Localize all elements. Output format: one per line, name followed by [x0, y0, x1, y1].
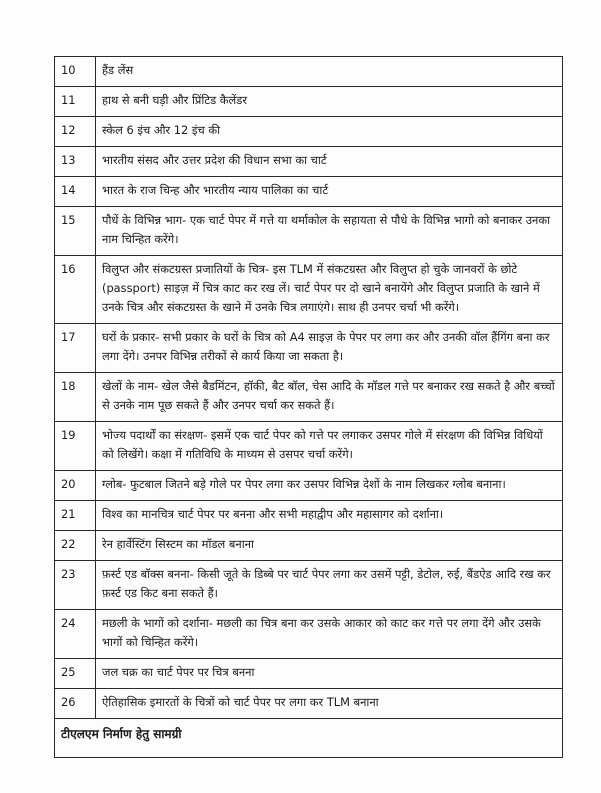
row-text: हैंड लेंस: [96, 57, 563, 87]
table-row: [55, 501, 563, 531]
row-number: 19: [55, 422, 96, 471]
row-number: 14: [55, 177, 96, 207]
table-row: [55, 471, 563, 501]
row-number: 20: [55, 471, 96, 501]
row-text: खेलों के नाम- खेल जैसे बैडमिंटन, हॉकी, बैट बॉल, चेस आदि के मॉडल गत्ते पर बनाकर रख सकते है और बच्चों से उनके नाम पूछ सकते हैं और उनपर चर्चा कर सकते हैं।: [96, 373, 563, 422]
table-row: [55, 659, 563, 689]
table-row: [55, 117, 563, 147]
row-text: हाथ से बनी घड़ी और प्रिंटिड कैलेंडर: [96, 87, 563, 117]
row-number: 13: [55, 147, 96, 177]
table-row: [55, 531, 563, 561]
section-heading: टीएलएम निर्माण हेतु सामग्री: [55, 719, 563, 758]
row-number: 26: [55, 689, 96, 719]
table-row: [55, 689, 563, 719]
row-number: 21: [55, 501, 96, 531]
table-row: [55, 177, 563, 207]
row-text: विश्व का मानचित्र चार्ट पेपर पर बनना और सभी महाद्वीप और महासागर को दर्शाना।: [96, 501, 563, 531]
table-footer-row: [55, 719, 563, 758]
row-text: भोज्य पदार्थों का संरक्षण- इसमें एक चार्ट पेपर को गत्ते पर लगाकर उसपर गोले में संरक्षण की विभिन्न विधियों को लिखेंगे। कक्षा में गतिविधि के माध्यम से उसपर चर्चा करेंगे।: [96, 422, 563, 471]
row-number: 22: [55, 531, 96, 561]
row-number: 24: [55, 610, 96, 659]
row-number: 25: [55, 659, 96, 689]
table-row: [55, 57, 563, 87]
row-text: ऐतिहासिक इमारतों के चित्रों को चार्ट पेपर पर लगा कर TLM बनाना: [96, 689, 563, 719]
row-text: भारतीय संसद और उत्तर प्रदेश की विधान सभा का चार्ट: [96, 147, 563, 177]
row-text: जल चक्र का चार्ट पेपर पर चित्र बनना: [96, 659, 563, 689]
row-number: 10: [55, 57, 96, 87]
row-text: घरों के प्रकार- सभी प्रकार के घरों के चित्र को A4 साइज़ के पेपर पर लगा कर और उनकी वॉल हैंगिंग बना कर लगा देंगे। उनपर विभिन्न तरीकों से कार्य किया जा सकता है।: [96, 324, 563, 373]
row-number: 12: [55, 117, 96, 147]
row-number: 16: [55, 256, 96, 324]
row-text: ग्लोब- फुटबाल जितने बड़े गोले पर पेपर लगा कर उसपर विभिन्न देशों के नाम लिखकर ग्लोब बनाना।: [96, 471, 563, 501]
row-number: 17: [55, 324, 96, 373]
table-row: [55, 561, 563, 610]
row-number: 11: [55, 87, 96, 117]
row-number: 23: [55, 561, 96, 610]
row-number: 18: [55, 373, 96, 422]
table-row: [55, 207, 563, 256]
row-text: रेन हार्वेस्टिंग सिस्टम का मॉडल बनाना: [96, 531, 563, 561]
tlm-table: [54, 56, 563, 758]
row-text: स्केल 6 इंच और 12 इंच की: [96, 117, 563, 147]
row-text: विलुप्त और संकटग्रस्त प्रजातियों के चित्र- इस TLM में संकटग्रस्त और विलुप्त हो चुके जानवरों के छोटे (passport) साइज़ में चित्र काट कर रख लें। चार्ट पेपर पर दो खाने बनायेंगे और विलुप्त प्रजाति के खाने में उनके चित्र और संकटग्रस्त के खाने में उनके चित्र लगाएंगे। साथ ही उनपर चर्चा भी करेंगे।: [96, 256, 563, 324]
table-row: [55, 256, 563, 324]
row-text: पौधें के विभिन्न भाग- एक चार्ट पेपर में गत्ते या थर्माकोल के सहायता से पौधे के विभिन्न भागो को बनाकर उनका नाम चिन्हित करेंगे।: [96, 207, 563, 256]
table-row: [55, 373, 563, 422]
table-row: [55, 324, 563, 373]
table-row: [55, 422, 563, 471]
row-text: फ़र्स्ट एड बॉक्स बनना- किसी जूते के डिब्बे पर चार्ट पेपर लगा कर उसमें पट्टी, डेटोल, रुई, बैंडऐड आदि रख कर फ़र्स्ट एड किट बना सकते हैं।: [96, 561, 563, 610]
row-text: मछली के भागों को दर्शाना- मछली का चित्र बना कर उसके आकार को काट कर गत्ते पर लगा देंगे और उसके भागों को चिन्हित करेंगे।: [96, 610, 563, 659]
table-row: [55, 610, 563, 659]
row-number: 15: [55, 207, 96, 256]
row-text: भारत के राज चिन्ह और भारतीय न्याय पालिका का चार्ट: [96, 177, 563, 207]
table-row: [55, 147, 563, 177]
table-row: [55, 87, 563, 117]
